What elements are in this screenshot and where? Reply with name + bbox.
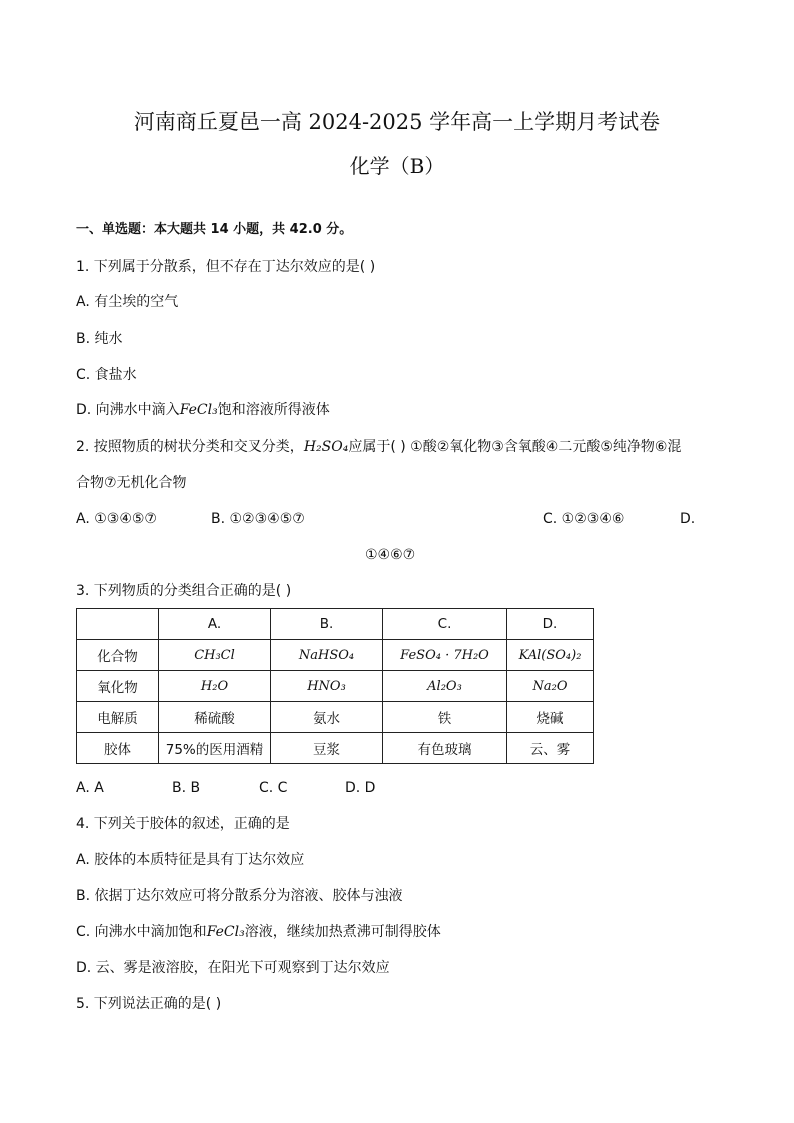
table-cell: KAl(SO₄)₂ bbox=[507, 640, 594, 671]
table-cell: FeSO₄ · 7H₂O bbox=[383, 640, 507, 671]
question-4-option-c-text-pre: C. 向沸水中滴加饱和 bbox=[76, 924, 207, 940]
table-cell: 75%的医用酒精 bbox=[159, 733, 271, 764]
table-row bbox=[77, 640, 594, 671]
question-3-stem: 3. 下列物质的分类组合正确的是( ) bbox=[76, 583, 292, 599]
question-3-option-d: D. D bbox=[345, 780, 376, 796]
table-header-cell: C. bbox=[383, 609, 507, 640]
table-cell: 豆浆 bbox=[271, 733, 383, 764]
question-4-option-c-text-post: 溶液，继续加热煮沸可制得胶体 bbox=[244, 924, 441, 940]
table-row bbox=[77, 702, 594, 733]
question-1-stem: 1. 下列属于分散系，但不存在丁达尔效应的是( ) bbox=[76, 259, 376, 275]
question-4-option-c bbox=[76, 922, 441, 942]
table-cell: 胶体 bbox=[77, 733, 159, 764]
question-2-stem-line2: 合物⑦无机化合物 bbox=[76, 475, 187, 491]
table-row bbox=[77, 671, 594, 702]
question-2-option-b: B. ①②③④⑤⑦ bbox=[211, 511, 305, 527]
table-cell: 烧碱 bbox=[507, 702, 594, 733]
table-cell: 化合物 bbox=[77, 640, 159, 671]
classification-table bbox=[76, 608, 594, 764]
question-2-stem bbox=[76, 437, 681, 457]
question-3-option-a: A. A bbox=[76, 780, 104, 796]
question-4-option-c-formula: FeCl₃ bbox=[206, 924, 245, 940]
question-1-option-d bbox=[76, 400, 330, 420]
question-1-option-b: B. 纯水 bbox=[76, 331, 123, 347]
question-1-option-d-text-pre: D. 向沸水中滴入 bbox=[76, 402, 180, 418]
table-cell: Al₂O₃ bbox=[383, 671, 507, 702]
table-header-cell bbox=[77, 609, 159, 640]
question-1-option-d-formula: FeCl₃ bbox=[179, 402, 218, 418]
question-1-option-a: A. 有尘埃的空气 bbox=[76, 294, 179, 310]
question-5-stem: 5. 下列说法正确的是( ) bbox=[76, 996, 222, 1012]
table-row bbox=[77, 733, 594, 764]
question-3-option-c: C. C bbox=[259, 780, 288, 796]
exam-subtitle: 化学（B） bbox=[349, 154, 445, 178]
table-cell: 稀硫酸 bbox=[159, 702, 271, 733]
table-cell: 铁 bbox=[383, 702, 507, 733]
section-heading: 一、单选题：本大题共 14 小题，共 42.0 分。 bbox=[76, 222, 353, 237]
question-2-option-c: C. ①②③④⑥ bbox=[543, 511, 625, 527]
exam-title: 河南商丘夏邑一高 2024-2025 学年高一上学期月考试卷 bbox=[133, 110, 661, 134]
table-cell: CH₃Cl bbox=[159, 640, 271, 671]
question-2-stem-pre: 2. 按照物质的树状分类和交叉分类， bbox=[76, 439, 304, 455]
table-cell: Na₂O bbox=[507, 671, 594, 702]
question-2-stem-post: 应属于( ) ①酸②氧化物③含氧酸④二元酸⑤纯净物⑥混 bbox=[348, 439, 682, 455]
table-cell: 氧化物 bbox=[77, 671, 159, 702]
question-4-option-a: A. 胶体的本质特征是具有丁达尔效应 bbox=[76, 852, 305, 868]
question-2-option-d-value: ①④⑥⑦ bbox=[365, 547, 416, 563]
question-1-option-d-text-post: 饱和溶液所得液体 bbox=[217, 402, 330, 418]
question-1-option-c: C. 食盐水 bbox=[76, 367, 137, 383]
question-4-stem: 4. 下列关于胶体的叙述，正确的是 bbox=[76, 816, 290, 832]
table-cell: 云、雾 bbox=[507, 733, 594, 764]
table-cell: NaHSO₄ bbox=[271, 640, 383, 671]
table-cell: 电解质 bbox=[77, 702, 159, 733]
table-cell: HNO₃ bbox=[271, 671, 383, 702]
question-3-option-b: B. B bbox=[172, 780, 201, 796]
question-2-option-a: A. ①③④⑤⑦ bbox=[76, 511, 157, 527]
question-4-option-d: D. 云、雾是液溶胶，在阳光下可观察到丁达尔效应 bbox=[76, 960, 390, 976]
table-cell: H₂O bbox=[159, 671, 271, 702]
question-4-option-b: B. 依据丁达尔效应可将分散系分为溶液、胶体与浊液 bbox=[76, 888, 403, 904]
table-header-row bbox=[77, 609, 594, 640]
question-2-stem-formula: H₂SO₄ bbox=[303, 439, 349, 455]
table-header-cell: A. bbox=[159, 609, 271, 640]
question-2-option-d: D. bbox=[680, 511, 696, 527]
table-header-cell: D. bbox=[507, 609, 594, 640]
table-header-cell: B. bbox=[271, 609, 383, 640]
table-cell: 有色玻璃 bbox=[383, 733, 507, 764]
table-cell: 氨水 bbox=[271, 702, 383, 733]
